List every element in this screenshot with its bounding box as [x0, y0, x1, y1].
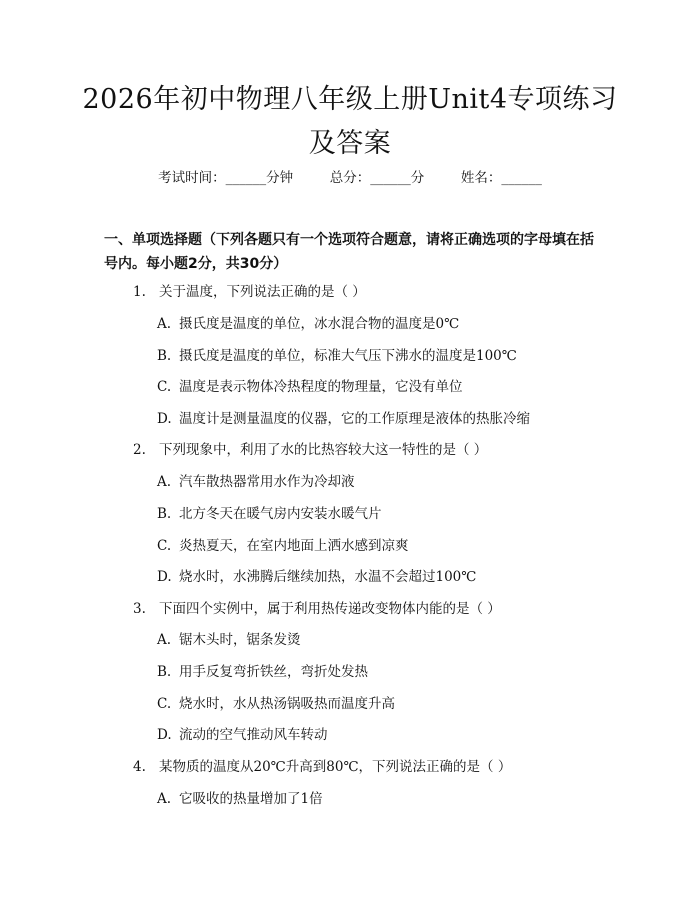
- time-label: 考试时间：: [158, 170, 226, 186]
- question-number: 3.: [133, 601, 146, 617]
- option-3c: [157, 694, 395, 714]
- time-blank: ______分钟: [225, 170, 294, 186]
- option-text: 摄氏度是温度的单位，冰水混合物的温度是0℃: [179, 316, 460, 332]
- option-letter: C.: [157, 696, 172, 712]
- option-2b: [157, 504, 382, 524]
- option-1d: [157, 409, 530, 429]
- option-letter: A.: [157, 316, 172, 332]
- option-1a: [157, 314, 459, 334]
- question-text: 下列现象中，利用了水的比热容较大这一特性的是（ ）: [159, 442, 488, 458]
- question-number: 4.: [133, 759, 146, 775]
- option-letter: C.: [157, 379, 172, 395]
- option-text: 温度计是测量温度的仪器，它的工作原理是液体的热胀冷缩: [179, 411, 530, 427]
- option-3b: [157, 662, 368, 682]
- option-1c: [157, 377, 463, 397]
- score-label: 总分：: [329, 170, 371, 186]
- option-text: 它吸收的热量增加了1倍: [179, 791, 323, 807]
- name-blank: ______: [501, 170, 542, 186]
- question-number: 2.: [133, 442, 146, 458]
- question-text: 关于温度，下列说法正确的是（ ）: [159, 284, 366, 300]
- option-text: 流动的空气推动风车转动: [179, 727, 328, 743]
- name-label: 姓名：: [460, 170, 502, 186]
- section-heading: 一、单项选择题（下列各题只有一个选项符合题意，请将正确选项的字母填在括号内。每小题2分，共30分）: [104, 232, 594, 272]
- option-letter: B.: [157, 506, 172, 522]
- option-text: 炎热夏天，在室内地面上洒水感到凉爽: [179, 538, 409, 554]
- question-text: 下面四个实例中，属于利用热传递改变物体内能的是（ ）: [159, 601, 501, 617]
- title-line-1: 2026年初中物理八年级上册Unit4专项练习: [82, 84, 618, 115]
- question-1: [133, 282, 366, 302]
- question-2: [133, 440, 487, 460]
- question-4: [133, 757, 511, 777]
- option-3d: [157, 725, 328, 745]
- option-text: 烧水时，水沸腾后继续加热，水温不会超过100℃: [179, 569, 477, 585]
- title-line-2: 及答案: [308, 128, 392, 159]
- question-text: 某物质的温度从20℃升高到80℃，下列说法正确的是（ ）: [159, 759, 512, 775]
- option-text: 摄氏度是温度的单位，标准大气压下沸水的温度是100℃: [179, 348, 517, 364]
- option-letter: A.: [157, 632, 172, 648]
- option-1b: [157, 346, 517, 366]
- option-text: 温度是表示物体冷热程度的物理量，它没有单位: [179, 379, 463, 395]
- option-text: 烧水时，水从热汤锅吸热而温度升高: [179, 696, 395, 712]
- option-3a: [157, 630, 301, 650]
- option-text: 汽车散热器常用水作为冷却液: [179, 474, 355, 490]
- option-2a: [157, 472, 355, 492]
- option-letter: C.: [157, 538, 172, 554]
- option-2c: [157, 536, 409, 556]
- option-letter: A.: [157, 474, 172, 490]
- option-letter: A.: [157, 791, 172, 807]
- option-text: 北方冬天在暖气房内安装水暖气片: [179, 506, 382, 522]
- question-3: [133, 599, 501, 619]
- question-number: 1.: [133, 284, 146, 300]
- option-letter: B.: [157, 664, 172, 680]
- option-4a: [157, 789, 323, 809]
- exam-meta: [0, 168, 700, 188]
- option-letter: D.: [157, 411, 172, 427]
- option-text: 锯木头时，锯条发烫: [179, 632, 301, 648]
- document-title: [0, 78, 700, 166]
- score-blank: ______分: [370, 170, 425, 186]
- option-letter: D.: [157, 569, 172, 585]
- option-text: 用手反复弯折铁丝，弯折处发热: [179, 664, 368, 680]
- option-letter: B.: [157, 348, 172, 364]
- option-2d: [157, 567, 476, 587]
- option-letter: D.: [157, 727, 172, 743]
